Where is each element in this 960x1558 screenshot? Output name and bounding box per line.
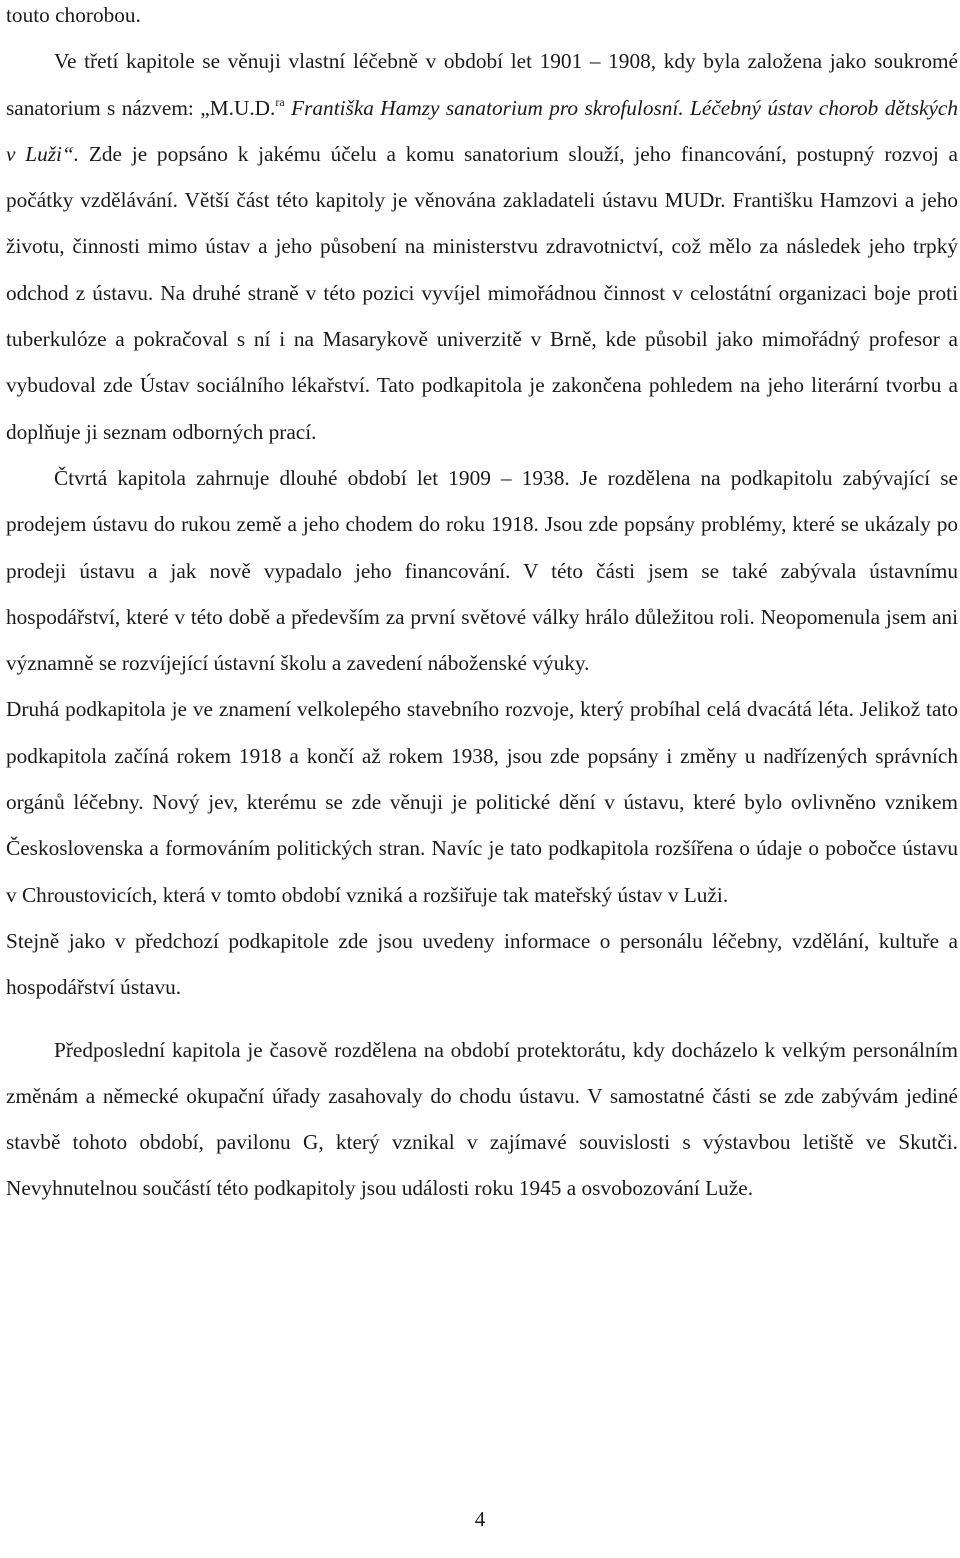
paragraph-protectorate: Předposlední kapitola je časově rozdělena na období protektorátu, kdy docházelo k velkým personálním změnám a německé okupační úřady zasahovaly do chodu ústavu. V samostatné části se zde zabývám jediné stavbě tohoto období, pavilonu G, který vznikal v zajímavé souvislosti s výstavbou letiště ve Skutči. Nevyhnutelnou součástí této podkapitoly jsou události roku 1945 a osvobozování Luže. <box>6 1037 958 1201</box>
page-number: 4 <box>474 1507 486 1531</box>
paragraph-staff: Stejně jako v předchozí podkapitole zde jsou uvedeny informace o personálu léčebny, vzdělání, kultuře a hospodářství ústavu. <box>6 928 958 1000</box>
paragraph-text: Ve třetí kapitole se věnuji vlastní léčebně v období let 1901 – 1908, kdy byla založena jako soukromé sanatorium s názvem: „M.U.D. <box>6 49 958 120</box>
paragraph-chapter-four: Čtvrtá kapitola zahrnuje dlouhé období let 1909 – 1938. Je rozdělena na podkapitolu zabývající se prodejem ústavu do rukou země a jeho chodem do roku 1918. Jsou zde popsány problémy, které se ukázaly po prodeji ústavu a jak nově vypadalo jeho financování. V této části jsem se také zabývala ústavnímu hospodářství, které v této době a především za první světové války hrálo důležitou roli. Neopomenula jsem ani významně se rozvíjející ústavní školu a zavedení náboženské výuky. <box>6 465 958 676</box>
italic-title: Františka Hamzy sanatorium pro skrofulosní. Léčebný ústav chorob dětských v Luži“. <box>6 95 959 166</box>
paragraph-subchapter-two: Druhá podkapitola je ve znamení velkolepého stavebního rozvoje, který probíhal celá dvacátá léta. Jelikož tato podkapitola začíná rokem 1918 a končí až rokem 1938, jsou zde popsány i změny u nadřízených správních orgánů léčebny. Nový jev, kterému se zde věnuji je politické dění v ústavu, které bylo ovlivněno vznikem Československa a formováním politických stran. Navíc je tato podkapitola rozšířena o údaje o pobočce ústavu v Chroustovicích, která v tomto období vzniká a rozšiřuje tak mateřský ústav v Luži. <box>6 697 958 907</box>
superscript-text: ra <box>275 94 285 109</box>
paragraph-text: Zde je popsáno k jakému účelu a komu sanatorium slouží, jeho financování, postupný rozvoj a počátky vzdělávání. Větší část této kapitoly je věnována zakladateli ústavu MUDr. Františku Hamzovi a jeho životu, činnosti mimo ústav a jeho působení na ministerstvu zdravotnictví, což mělo za následek jeho trpký odchod z ústavu. Na druhé straně v této pozici vyvíjel mimořádnou činnost v celostátní organizaci boje proti tuberkulóze a pokračoval s ní i na Masarykově univerzitě v Brně, kde působil jako mimořádný profesor a vybudoval zde Ústav sociálního lékařství. Tato podkapitola je zakončena pohledem na jeho literární tvorbu a doplňuje ji seznam odborných prací. <box>6 141 958 444</box>
paragraph-fragment: touto chorobou. <box>6 3 141 27</box>
paragraph-chapter-three <box>6 38 958 455</box>
document-page <box>6 0 958 1212</box>
